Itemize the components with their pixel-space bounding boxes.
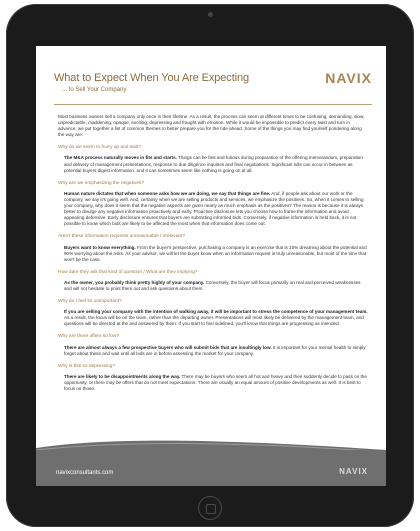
home-button[interactable] [198, 496, 222, 520]
question-heading: Why is this so depressing? [58, 363, 116, 369]
answer-text: And, if people ask about our work or the company, we say it's going well. And, certainly when we are selling products and services, we emphasize the positives. So, when it comes to selling your company, why does it seem that the negative aspects are given nearly as much emphasis as the positives? The reason is because it is always better to divulge any negative information proactively and early. Proactive disclosure lets you choose how to frame the information and avoid appearing defensive. Early disclosure ensures that buyers are submitting informed bids. Conversely, if negative information is held back, it is not possible to know which bids are likely to be affected the most when that information does come out. [64, 190, 364, 227]
answer-text: As a result, the focus will be on the team, rather than the departing owner. Presentations will most likely be delivered by the management team, and questions will be directed at the and answered by them. If you start to feel sidelined, you'll know that things are progressing as intended. [64, 315, 364, 327]
tablet-frame [6, 4, 414, 527]
answer-paragraph [64, 245, 368, 263]
answer-text: There may be buyers who seem all hot and heavy and then suddenly decide to pass on the opportunity, or there may be offers that do not meet expectations. There are usually an equal amount of positive developments as well. It is best to focus on those. [64, 373, 367, 391]
navix-logo: NAVIX [325, 70, 372, 86]
answer-text: Conversely, the buyer will focus primarily on real and perceived weaknesses and will not hesitate to point them out and ask questions about them. [64, 279, 361, 291]
question-heading: How dare they ask that kind of question / What are they implying? [58, 269, 198, 275]
document-body [58, 114, 368, 399]
answer-text: It is important for your mental health to simply forget about these and wait until all bids are in before assessing the market for your company. [64, 344, 366, 356]
answer-lead: If you are selling your company with the intention of walking away, it will be important to stress the competence of your management team. [64, 309, 368, 315]
footer-logo: NAVIX [339, 467, 368, 476]
document-page [36, 46, 386, 486]
answer-lead: Buyers want to know everything. [64, 244, 136, 250]
question-heading: Why are there offers so low? [58, 334, 119, 340]
answer-lead: As the owner, you probably think pretty highly of your company. [64, 279, 205, 285]
question-heading: Why do we seem to hurry up and wait? [58, 145, 141, 151]
camera-icon [208, 12, 213, 17]
footer-url: navixconsultants.com [56, 470, 114, 476]
question-heading: Why do I feel so unimportant? [58, 299, 122, 305]
page-footer [36, 450, 386, 486]
answer-lead: There are almost always a few prospective buyers who will submit bids that are insultingly low. [64, 344, 272, 350]
answer-paragraph [64, 309, 368, 327]
page-title: What to Expect When You Are Expecting [54, 72, 250, 84]
answer-paragraph [64, 191, 368, 228]
answer-paragraph [64, 155, 368, 173]
intro-paragraph: Most business owners sell a company only once in their lifetime. As a result, the process can seem at different times to be confusing, demanding, slow, unpredictable, maddening, opaque, exciting, depressing and fraught with emotion. While it would be impossible to predict every twist and turn in advance, we put together a list of common themes to better prepare you for the ride ahead. Some of the things you may find yourself pondering along the way are: [58, 114, 365, 138]
question-heading: Why are we emphasizing the negatives? [58, 180, 145, 186]
answer-paragraph [64, 345, 368, 357]
answer-lead: The M&A process naturally moves in fits and starts. [64, 155, 177, 161]
answer-paragraph [64, 280, 368, 292]
answer-text: Things can be fast and furious during preparation of the offering memorandum, preparation and delivery of management presentations, response to due diligence inquiries and final negotiations. Significant lulls can occur in between as potential buyers digest information, and it can sometimes seem like nothing is going on at all. [64, 155, 363, 173]
question-heading: Aren't these information requests unreasonable / irrelevant? [58, 234, 186, 240]
answer-lead: There are likely to be disappointments along the way. [64, 373, 181, 379]
page-subtitle: ... to Sell Your Company [62, 87, 127, 93]
header-divider [54, 104, 372, 105]
document-header [54, 72, 372, 93]
answer-paragraph [64, 374, 368, 392]
answer-text: From the buyer's perspective, purchasing a company is an exercise that is 10% dreaming about the potential and 90% worrying about the risks. As your advisor, we will let the buyer know when an information request is truly unreasonable, but most of the time that won't be the case. [64, 244, 367, 262]
answer-lead: Human nature dictates that when someone asks how we are doing, we say that things are fine. [64, 190, 271, 196]
